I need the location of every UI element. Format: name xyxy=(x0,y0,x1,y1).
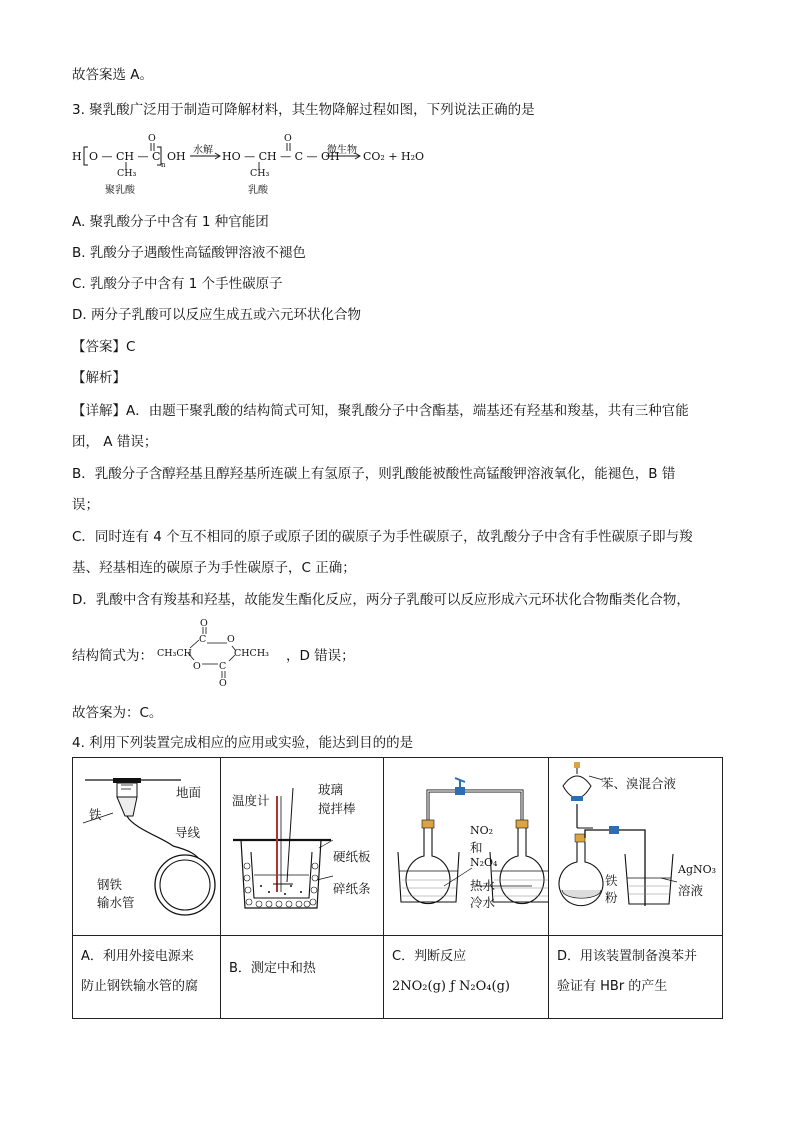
ring-bottom-c: C xyxy=(219,661,227,672)
label-thermometer: 温度计 xyxy=(232,793,270,808)
analysis-label: 【解析】 xyxy=(72,370,126,386)
ring-left-o: O xyxy=(193,661,201,672)
question-3-stem: 3. 聚乳酸广泛用于制造可降解材料，其生物降解过程如图，下列说法正确的是 xyxy=(72,102,535,118)
analysis-line: 团， A 错误； xyxy=(72,434,158,450)
caption-b: B．测定中和热 xyxy=(229,961,316,976)
label-paper-scraps: 碎纸条 xyxy=(333,881,371,896)
lactic-double-bond xyxy=(285,143,293,152)
label-ground: 地面 xyxy=(176,785,202,800)
lactic-carbonyl-o: O xyxy=(284,133,292,144)
caption-a-line1: A．利用外接电源来 xyxy=(81,949,194,964)
analysis-line: 基、羟基相连的碳原子为手性碳原子，C 正确； xyxy=(72,560,356,576)
figure-b-cell xyxy=(221,758,384,936)
ring-top-c: C xyxy=(199,634,207,645)
analysis-line: D．乳酸中含有羧基和羟基，故能发生酯化反应，两分子乳酸可以反应形成六元环状化合物酯类化合物， xyxy=(72,592,690,608)
figure-d-cell xyxy=(549,758,723,936)
label-iron: 铁 xyxy=(89,807,102,822)
label-glass-2: 搅拌棒 xyxy=(318,801,356,816)
ring-left-group: CH₃CH xyxy=(157,648,192,659)
label-n2o4: N₂O₄ xyxy=(470,856,498,869)
figure-c-drawing xyxy=(384,758,549,935)
polymer-end-oh: OH xyxy=(167,150,186,163)
polymer-name: 聚乳酸 xyxy=(105,185,135,196)
caption-d-line2: 验证有 HBr 的产生 xyxy=(557,979,668,994)
polymer-repeat-unit: O — CH — C xyxy=(89,150,161,163)
figure-a-cell xyxy=(73,758,221,936)
label-solution: 溶液 xyxy=(678,883,704,898)
label-cardboard: 硬纸板 xyxy=(333,849,371,864)
label-benzene-bromine-mix: 苯、溴混合液 xyxy=(601,776,677,791)
label-wire: 导线 xyxy=(175,825,201,840)
option-b: B. 乳酸分子遇酸性高锰酸钾溶液不褪色 xyxy=(72,245,306,261)
caption-c-equation: 2NO₂(g) ƒ N₂O₄(g) xyxy=(392,979,510,994)
caption-d-line1: D．用该装置制备溴苯并 xyxy=(557,949,698,964)
struct-prefix: 结构简式为： xyxy=(72,648,153,664)
struct-suffix: ，D 错误； xyxy=(286,648,355,664)
label-glass-1: 玻璃 xyxy=(318,782,344,797)
question-4-stem: 4. 利用下列装置完成相应的应用或实验，能达到目的的是 xyxy=(72,735,414,751)
ring-top-o: O xyxy=(200,618,208,629)
label-hot-water: 热水 xyxy=(470,878,496,893)
polymer-subscript-n: n xyxy=(161,161,166,169)
answer-label: 【答案】C xyxy=(72,339,136,355)
final-products: CO₂ + H₂O xyxy=(363,150,425,163)
ring-right-group: CHCH₃ xyxy=(234,648,269,659)
lactic-name: 乳酸 xyxy=(248,185,268,196)
analysis-line: 误； xyxy=(72,497,99,513)
arrow-microbe-label: 微生物 xyxy=(327,145,357,156)
ring-right-o: O xyxy=(227,634,235,645)
lactic-acid-formula: HO — CH — C — OH xyxy=(222,150,340,163)
caption-a-line2: 防止钢铁输水管的腐 xyxy=(81,979,199,994)
arrow-microbe-icon xyxy=(326,152,362,160)
label-and: 和 xyxy=(470,840,483,855)
option-d: D. 两分子乳酸可以反应生成五或六元环状化合物 xyxy=(72,307,361,323)
ring-bonds xyxy=(180,636,240,666)
ring-bottom-o: O xyxy=(219,678,227,689)
polymer-end-h: H xyxy=(72,150,82,163)
figure-c-cell xyxy=(384,758,549,936)
label-agno3: AgNO₃ xyxy=(678,863,717,876)
option-a: A. 聚乳酸分子中含有 1 种官能团 xyxy=(72,214,269,230)
label-iron-1: 铁 xyxy=(605,873,618,888)
caption-c-line1: C．判断反应 xyxy=(392,949,467,964)
label-pipe-2: 输水管 xyxy=(97,895,135,910)
lactic-ch3: CH₃ xyxy=(250,168,270,179)
analysis-line: B．乳酸分子含醇羟基且醇羟基所连碳上有氢原子，则乳酸能被酸性高锰酸钾溶液氧化，能褪色，B 错 xyxy=(72,466,676,482)
polymer-ch3: CH₃ xyxy=(117,168,137,179)
previous-answer: 故答案选 A。 xyxy=(72,67,154,83)
arrow-hydrolysis-label: 水解 xyxy=(193,145,213,156)
analysis-line: 【详解】A．由题干聚乳酸的结构简式可知，聚乳酸分子中含酯基，端基还有羟基和羧基，共有三种官能 xyxy=(72,403,689,419)
conclusion: 故答案为：C。 xyxy=(72,705,163,721)
option-c: C. 乳酸分子中含有 1 个手性碳原子 xyxy=(72,276,283,292)
label-cold-water: 冷水 xyxy=(470,895,496,910)
arrow-hydrolysis-icon xyxy=(190,152,222,160)
analysis-line: C．同时连有 4 个互不相同的原子或原子团的碳原子为手性碳原子，故乳酸分子中含有手性碳原子即与羧 xyxy=(72,529,693,545)
q4-options-table xyxy=(72,757,723,1019)
label-no2: NO₂ xyxy=(470,824,494,837)
polymer-carbonyl-o: O xyxy=(148,133,156,144)
label-pipe-1: 钢铁 xyxy=(97,877,123,892)
label-iron-2: 粉 xyxy=(605,890,618,905)
